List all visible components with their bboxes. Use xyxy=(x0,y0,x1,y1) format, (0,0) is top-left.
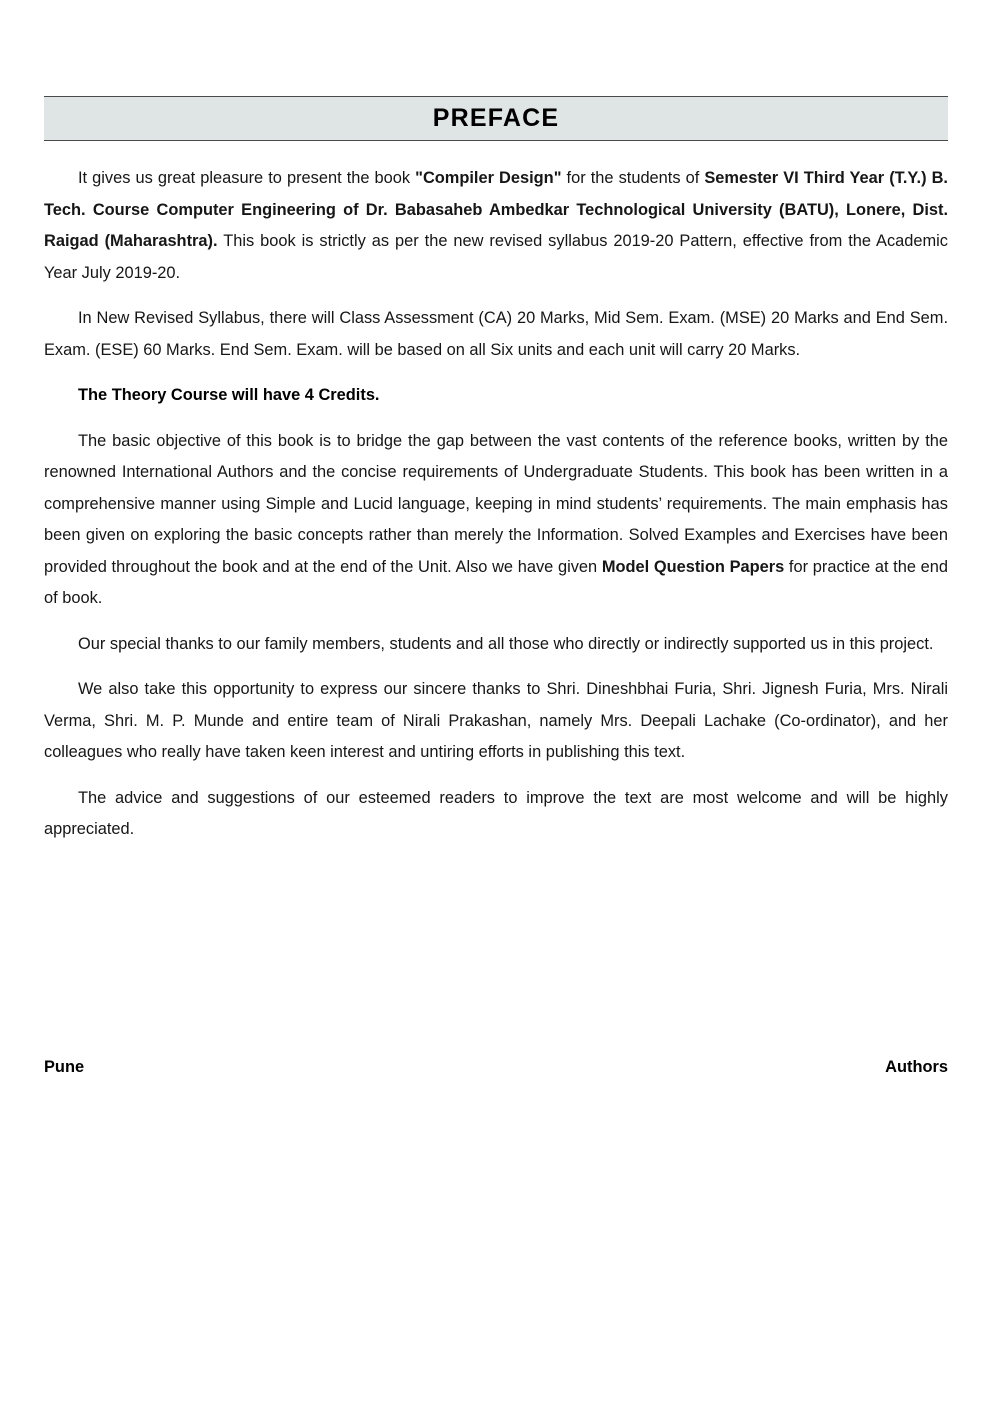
signature-authors: Authors xyxy=(885,1058,948,1076)
preface-content xyxy=(44,96,948,860)
page-title-bar xyxy=(44,96,948,141)
signature-block xyxy=(44,1058,948,1077)
credits-line xyxy=(44,380,948,412)
page-title: PREFACE xyxy=(432,104,560,132)
paragraph-5 xyxy=(44,674,948,769)
credits-line-text: The Theory Course will have 4 Credits. xyxy=(78,386,380,404)
paragraph-6 xyxy=(44,783,948,846)
paragraph-4 xyxy=(44,629,948,661)
paragraph-6-text: The advice and suggestions of our esteemed readers to improve the text are most welcome and will be highly appreciated. xyxy=(44,788,948,838)
paragraph-4-text: Our special thanks to our family members, students and all those who directly or indirectly supported us in this project. xyxy=(78,634,934,653)
paragraph-1-text: It gives us great pleasure to present the book "Compiler Design" for the students of Semester VI Third Year (T.Y.) B. Tech. Course Computer Engineering of Dr. Babasaheb Ambedkar Technological University (BATU), Lonere, Dist. Raigad (Maharashtra). This book is strictly as per the new revised syllabus 2019-20 Pattern, effective from the Academic Year July 2019-20. xyxy=(44,169,948,282)
paragraph-5-text: We also take this opportunity to express our sincere thanks to Shri. Dineshbhai Furia, Shri. Jignesh Furia, Mrs. Nirali Verma, Shri. M. P. Munde and entire team of Nirali Prakashan, namely Mrs. Deepali Lachake (Co-ordinator), and her colleagues who really have taken keen interest and untiring efforts in publishing this text. xyxy=(44,680,948,761)
paragraph-3 xyxy=(44,426,948,615)
paragraph-3-text: The basic objective of this book is to bridge the gap between the vast contents of the reference books, written by the renowned International Authors and the concise requirements of Undergraduate Students. This book has been written in a comprehensive manner using Simple and Lucid language, keeping in mind students’ requirements. The main emphasis has been given on exploring the basic concepts rather than merely the Information. Solved Examples and Exercises have been provided throughout the book and at the end of the Unit. Also we have given Model Question Papers for practice at the end of book. xyxy=(44,431,948,607)
paragraph-2-text: In New Revised Syllabus, there will Class Assessment (CA) 20 Marks, Mid Sem. Exam. (MSE) 20 Marks and End Sem. Exam. (ESE) 60 Marks. End Sem. Exam. will be based on all Six units and each unit will carry 20 Marks. xyxy=(44,309,948,359)
paragraph-1 xyxy=(44,163,948,289)
signature-place: Pune xyxy=(44,1058,85,1076)
paragraph-2 xyxy=(44,303,948,366)
